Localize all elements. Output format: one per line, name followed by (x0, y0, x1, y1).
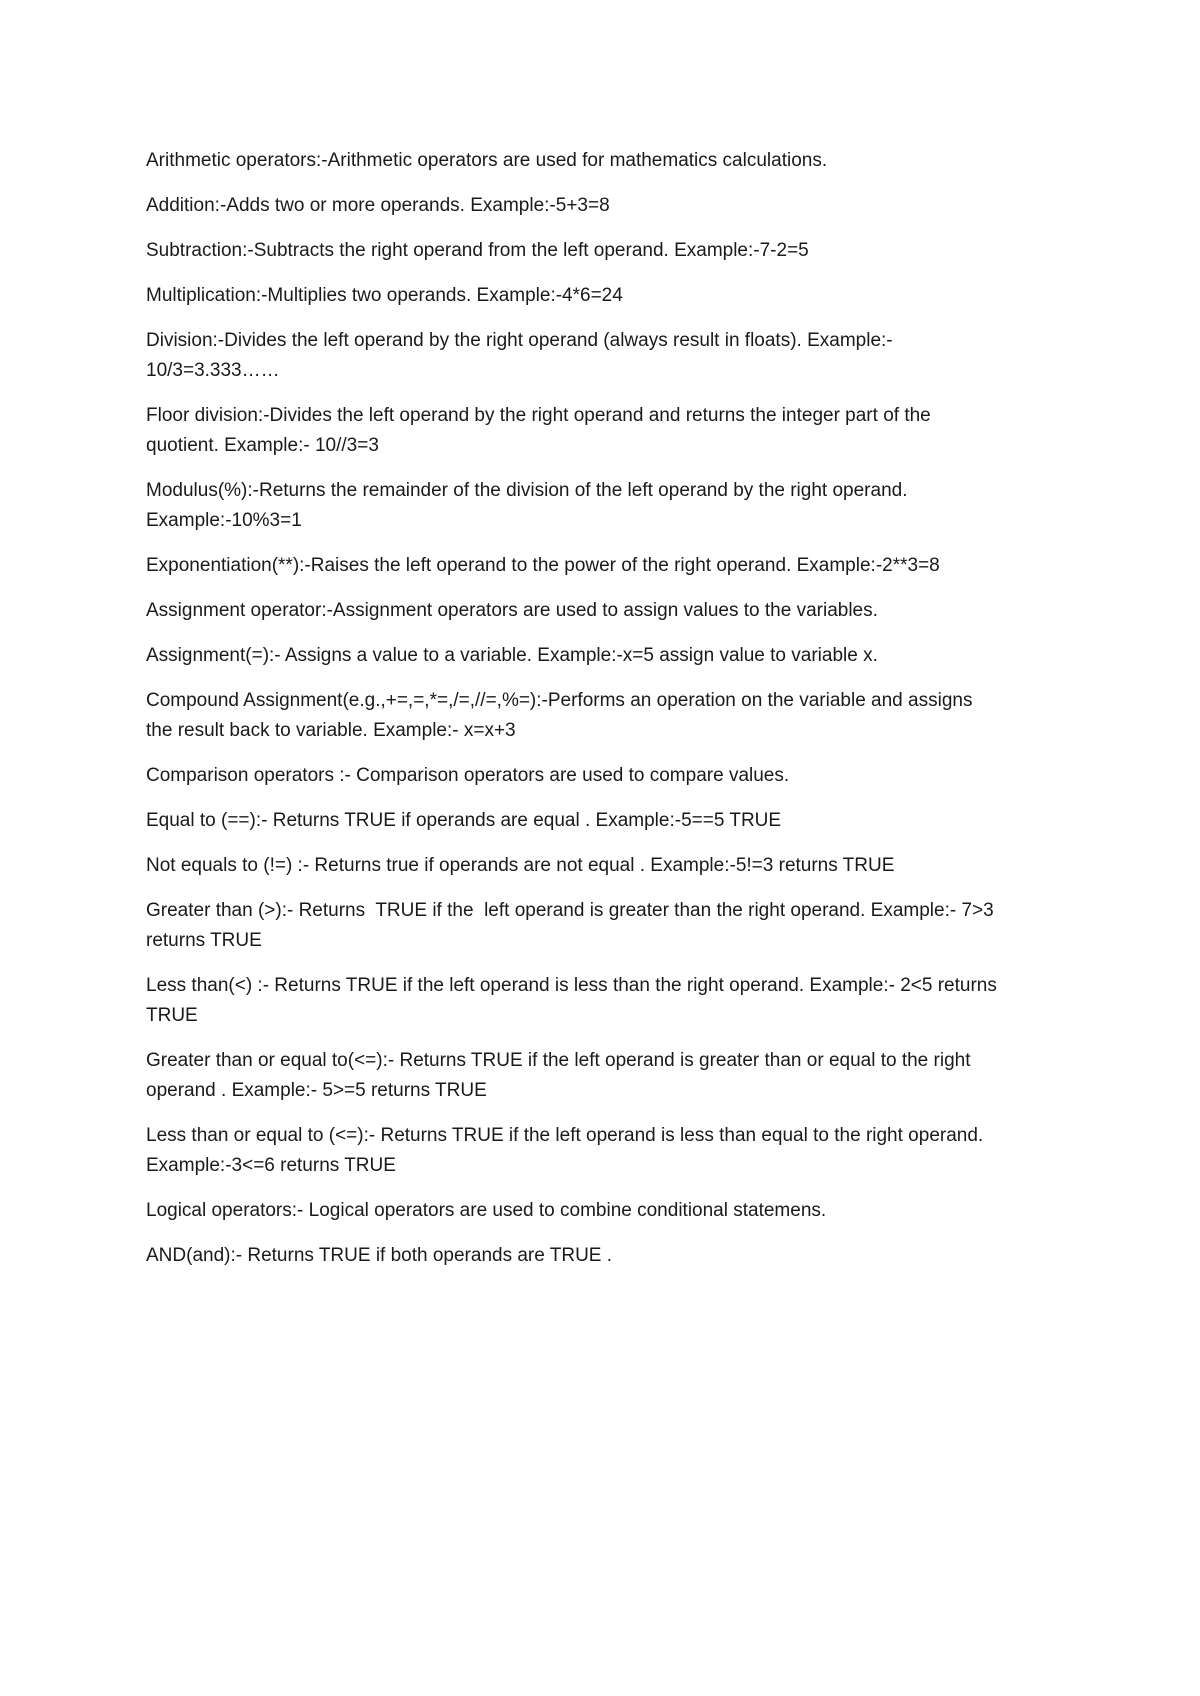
text-line: Less than or equal to (<=):- Returns TRUE if the left operand is less than equal to the right operand. (146, 1125, 984, 1146)
text-line: Arithmetic operators:-Arithmetic operators are used for mathematics calculations. (146, 150, 828, 171)
paragraph (146, 236, 1066, 266)
paragraph (146, 191, 1066, 221)
paragraph (146, 1046, 1066, 1106)
text-line: Assignment(=):- Assigns a value to a variable. Example:-x=5 assign value to variable x. (146, 645, 878, 666)
text-line: Comparison operators :- Comparison operators are used to compare values. (146, 765, 790, 786)
paragraph (146, 281, 1066, 311)
text-line: Greater than (>):- Returns TRUE if the left operand is greater than the right operand. Example:- 7>3 (146, 900, 994, 921)
text-line: operand . Example:- 5>=5 returns TRUE (146, 1080, 487, 1101)
paragraph (146, 641, 1066, 671)
text-line: Multiplication:-Multiplies two operands. Example:-4*6=24 (146, 285, 623, 306)
text-line: Subtraction:-Subtracts the right operand from the left operand. Example:-7-2=5 (146, 240, 809, 261)
text-line: Logical operators:- Logical operators are used to combine conditional statemens. (146, 1200, 827, 1221)
paragraph (146, 326, 1066, 386)
text-line: Not equals to (!=) :- Returns true if operands are not equal . Example:-5!=3 returns TRUE (146, 855, 895, 876)
paragraph (146, 761, 1066, 791)
text-line: Compound Assignment(e.g.,+=,=,*=,/=,//=,%=):-Performs an operation on the variable and assigns (146, 690, 973, 711)
text-line: TRUE (146, 1005, 198, 1026)
text-line: Example:-3<=6 returns TRUE (146, 1155, 396, 1176)
text-line: quotient. Example:- 10//3=3 (146, 435, 379, 456)
text-line: Equal to (==):- Returns TRUE if operands are equal . Example:-5==5 TRUE (146, 810, 782, 831)
text-line: the result back to variable. Example:- x=x+3 (146, 720, 516, 741)
paragraph (146, 686, 1066, 746)
text-line: Floor division:-Divides the left operand by the right operand and returns the integer part of the (146, 405, 931, 426)
paragraph (146, 476, 1066, 536)
paragraph (146, 806, 1066, 836)
text-line: Less than(<) :- Returns TRUE if the left operand is less than the right operand. Example:- 2<5 returns (146, 975, 997, 996)
paragraph (146, 551, 1066, 581)
text-line: Modulus(%):-Returns the remainder of the division of the left operand by the right operand. (146, 480, 908, 501)
paragraph (146, 1196, 1066, 1226)
paragraph (146, 596, 1066, 626)
text-line: Division:-Divides the left operand by the right operand (always result in floats). Example:- (146, 330, 893, 351)
paragraph (146, 1241, 1066, 1271)
text-line: Greater than or equal to(<=):- Returns TRUE if the left operand is greater than or equal to the right (146, 1050, 971, 1071)
paragraph (146, 896, 1066, 956)
text-line: returns TRUE (146, 930, 262, 951)
text-line: 10/3=3.333…… (146, 360, 280, 381)
paragraph (146, 1121, 1066, 1181)
document-body (146, 146, 1066, 1286)
text-line: Addition:-Adds two or more operands. Example:-5+3=8 (146, 195, 610, 216)
text-line: Example:-10%3=1 (146, 510, 302, 531)
text-line: Assignment operator:-Assignment operators are used to assign values to the variables. (146, 600, 878, 621)
paragraph (146, 146, 1066, 176)
text-line: AND(and):- Returns TRUE if both operands are TRUE . (146, 1245, 613, 1266)
paragraph (146, 971, 1066, 1031)
paragraph (146, 401, 1066, 461)
paragraph (146, 851, 1066, 881)
text-line: Exponentiation(**):-Raises the left operand to the power of the right operand. Example:-2**3=8 (146, 555, 940, 576)
